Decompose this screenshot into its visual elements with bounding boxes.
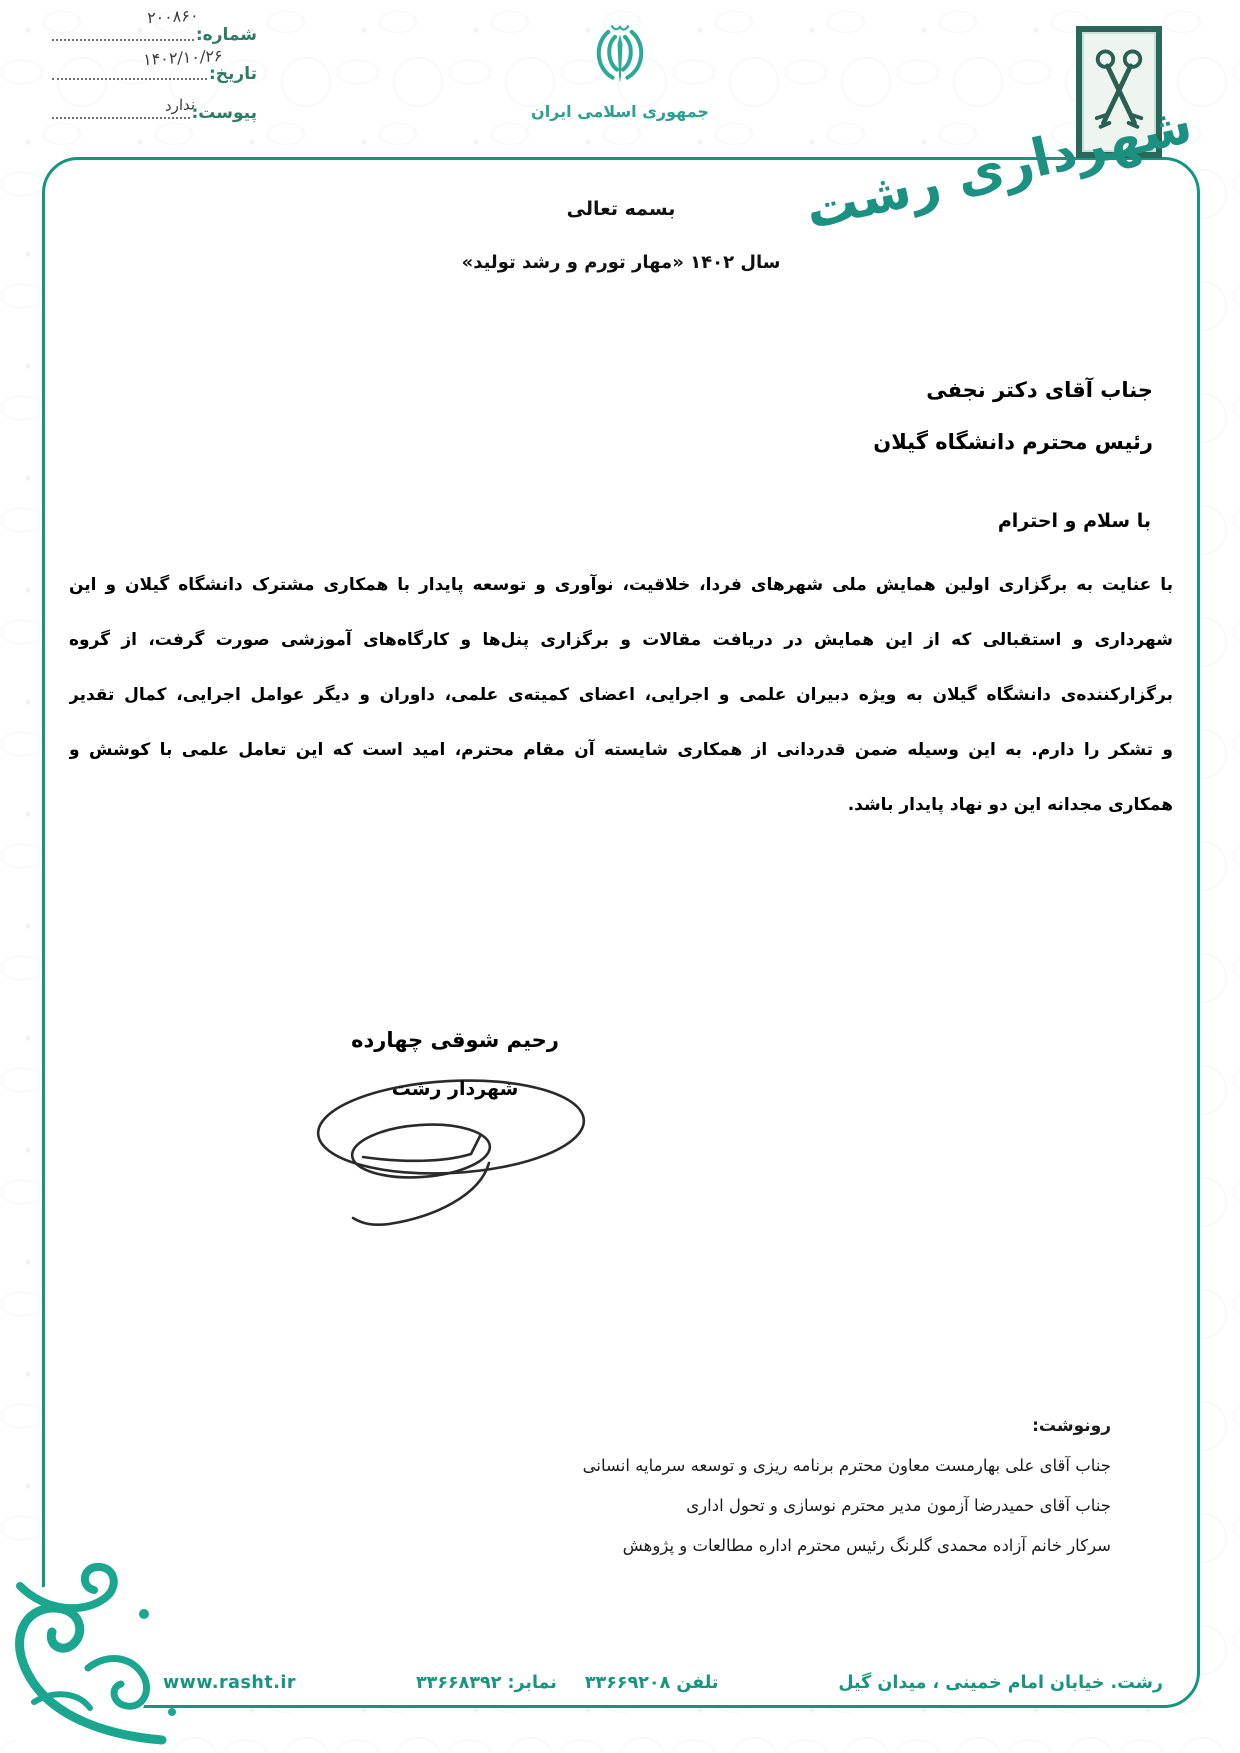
cc-item: جناب آقای علی بهارمست معاون محترم برنامه ریزی و توسعه سرمایه انسانی bbox=[582, 1456, 1111, 1475]
dotted-leader bbox=[52, 66, 207, 80]
year-slogan: سال ۱۴۰۲ «مهار تورم و رشد تولید» bbox=[461, 252, 781, 273]
basmala: بسمه تعالی bbox=[566, 198, 676, 220]
body-line: شهرداری و استقبالی که از این همایش در دریافت مقالات و برگزاری پنل‌ها و کارگاه‌های آموزشی صورت گرفت، از گروه bbox=[69, 630, 1173, 650]
ref-attachment-label: پیوست: bbox=[191, 103, 257, 123]
floral-corner-ornament-icon bbox=[0, 1552, 199, 1753]
footer-contacts bbox=[416, 1673, 719, 1693]
iran-emblem-icon bbox=[588, 22, 652, 90]
national-emblem-block bbox=[505, 22, 735, 121]
ref-number-value: ۲۰۰۸۶۰ bbox=[147, 5, 200, 28]
emblem-caption: جمهوری اسلامی ایران bbox=[531, 102, 709, 121]
signature-title: شهردار رشت bbox=[391, 1078, 519, 1100]
footer-phone: تلفن ۳۳۶۶۹۲۰۸ bbox=[584, 1673, 719, 1693]
ref-attachment-value: ندارد bbox=[164, 95, 196, 115]
ref-row-attachment bbox=[52, 95, 257, 124]
footer-fax: نمابر: ۳۳۶۶۸۳۹۲ bbox=[415, 1673, 557, 1693]
body-line: برگزارکننده‌ی دانشگاه گیلان به ویژه دبیران علمی و اجرایی، اعضای کمیته‌ی علمی، داوران و دیگر عوامل اجرایی، کمال تقدیر bbox=[69, 685, 1173, 705]
ref-row-number bbox=[52, 5, 257, 46]
cc-section bbox=[583, 1416, 1111, 1566]
dotted-leader bbox=[52, 27, 194, 41]
ref-number-label: شماره: bbox=[195, 25, 257, 45]
footer-bar bbox=[75, 1673, 1163, 1693]
cc-item: جناب آقای حمیدرضا آزمون مدیر محترم نوسازی و تحول اداری bbox=[686, 1496, 1111, 1515]
recipient-title: رئیس محترم دانشگاه گیلان bbox=[873, 430, 1153, 454]
footer-address: رشت. خیابان امام خمینی ، میدان گیل bbox=[838, 1673, 1163, 1693]
body-line: و تشکر را دارم. به این وسیله ضمن قدردانی از همکاری شایسته آن مقام محترم، امید است که این تعامل علمی با کوشش و bbox=[69, 740, 1173, 760]
recipient-name: جناب آقای دکتر نجفی bbox=[926, 378, 1153, 402]
cc-item: سرکار خانم آزاده محمدی گلرنگ رئیس محترم اداره مطالعات و پژوهش bbox=[622, 1536, 1111, 1555]
letter-body bbox=[69, 558, 1173, 833]
ref-date-value: ۱۴۰۲/۱۰/۲۶ bbox=[143, 45, 224, 70]
salutation: با سلام و احترام bbox=[997, 510, 1151, 532]
reference-fields bbox=[52, 5, 257, 139]
cc-label: رونوشت: bbox=[1032, 1416, 1111, 1436]
ref-row-date bbox=[52, 45, 257, 85]
body-line: همکاری مجدانه این دو نهاد پایدار باشد. bbox=[847, 795, 1173, 815]
signature-name: رحیم شوقی چهارده bbox=[351, 1028, 559, 1052]
letter-frame bbox=[42, 157, 1200, 1708]
ref-date-label: تاریخ: bbox=[209, 64, 257, 84]
footer-website: www.rasht.ir bbox=[163, 1673, 297, 1693]
org-calligraphy: شهرداری رشت bbox=[800, 94, 1198, 242]
body-line: با عنایت به برگزاری اولین همایش ملی شهرهای فردا، خلاقیت، نوآوری و توسعه پایدار با همکاری مشترک دانشگاه گیلان و این bbox=[69, 575, 1173, 595]
